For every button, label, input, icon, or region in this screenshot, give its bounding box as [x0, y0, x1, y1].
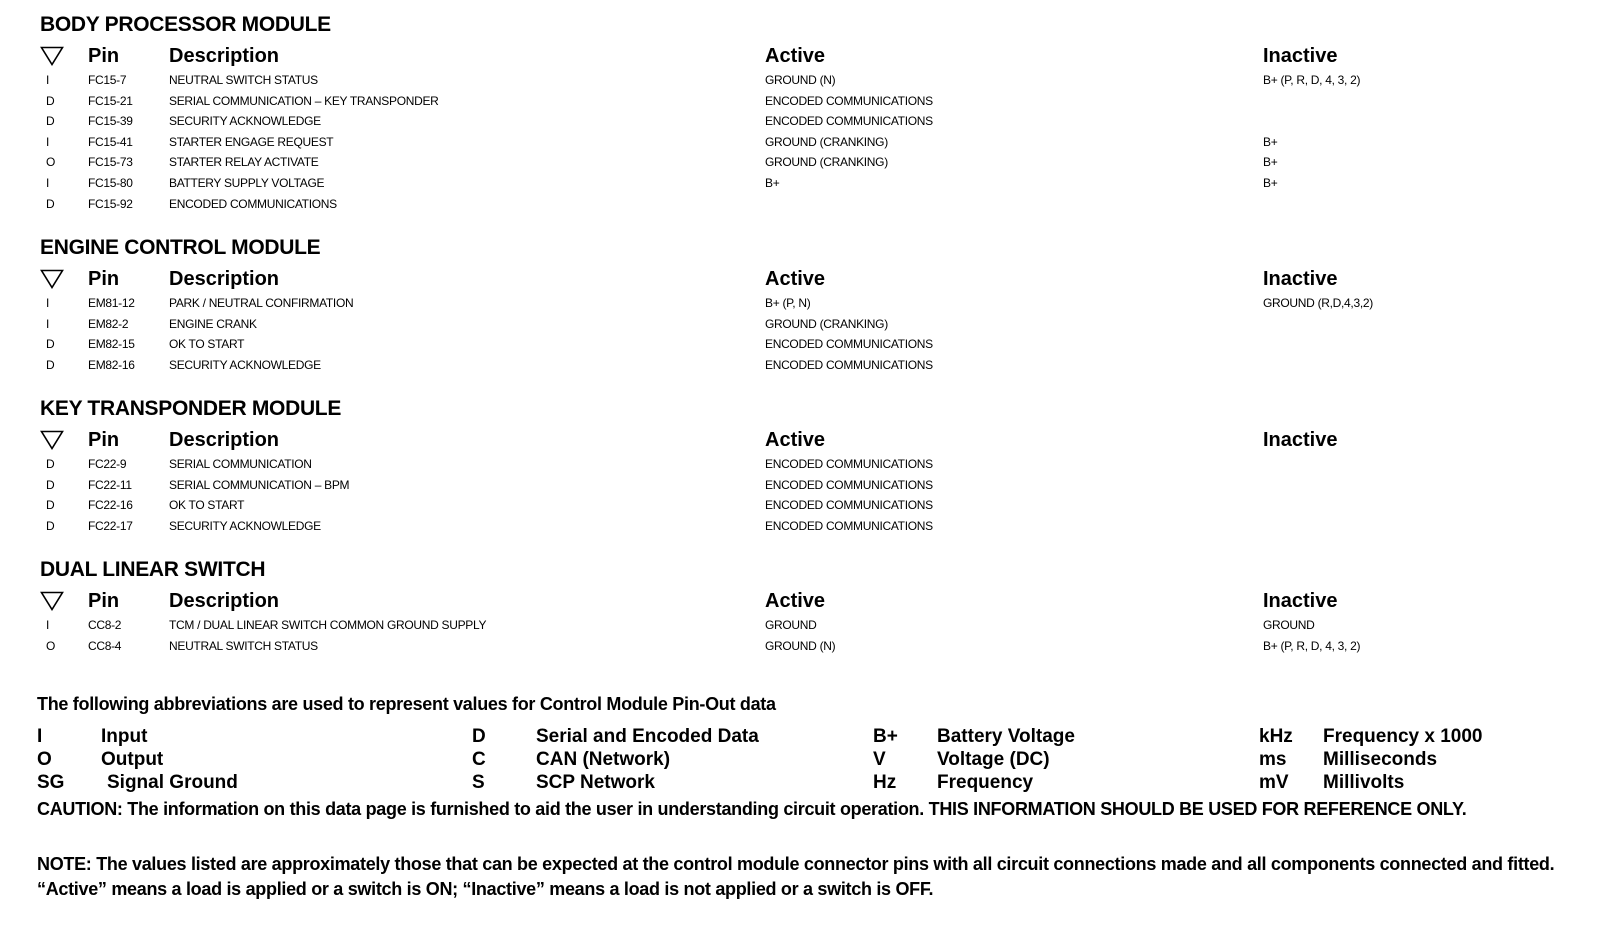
pin-type: D — [46, 477, 55, 492]
abbreviation-code: mV — [1259, 772, 1289, 793]
pin-description: STARTER ENGAGE REQUEST — [169, 134, 334, 149]
table-row — [38, 334, 1578, 355]
abbreviation-code: I — [37, 726, 43, 747]
note-text: NOTE: The values listed are approximately those that can be expected at the control module connector pins with all circuit connections made and all components connected and fitted. “Active” means a load is applied or a switch is ON; “Inactive” means a load is not applied or a switch is OFF. — [37, 854, 1555, 899]
active-value: GROUND (CRANKING) — [765, 134, 888, 149]
pin-type: D — [46, 357, 55, 372]
abbreviation-meaning: Frequency x 1000 — [1323, 726, 1483, 747]
active-value: B+ (P, N) — [765, 296, 811, 310]
inactive-value: B+ — [1263, 175, 1278, 190]
active-value: GROUND (N) — [765, 73, 836, 87]
pin-number: FC22-11 — [88, 477, 132, 492]
active-value: ENCODED COMMUNICATIONS — [765, 498, 933, 513]
abbreviation-item — [1259, 771, 1600, 794]
table-row — [38, 194, 1578, 215]
table-row — [38, 132, 1578, 153]
table-row — [38, 475, 1578, 496]
pin-number: EM82-16 — [88, 357, 135, 372]
pin-type: D — [46, 498, 55, 513]
pin-type: D — [46, 114, 55, 129]
abbreviation-meaning: Input — [101, 726, 148, 747]
pin-column-header: Pin — [88, 590, 120, 612]
inactive-column-header: Inactive — [1263, 590, 1338, 612]
description-column-header: Description — [169, 429, 280, 451]
inactive-value: GROUND — [1263, 618, 1315, 632]
module-section — [38, 557, 1578, 656]
table-row — [38, 70, 1578, 91]
table-header — [38, 265, 1578, 293]
inactive-value: B+ — [1263, 155, 1278, 170]
pin-description: SERIAL COMMUNICATION – BPM — [169, 477, 350, 492]
pin-number: EM82-2 — [88, 316, 129, 331]
active-value: ENCODED COMMUNICATIONS — [765, 357, 933, 372]
type-triangle-icon — [40, 269, 64, 289]
pin-number: FC15-80 — [88, 175, 133, 190]
pin-type: D — [46, 518, 55, 533]
section-title: DUAL LINEAR SWITCH — [40, 558, 266, 581]
abbreviation-item — [472, 748, 852, 771]
pin-number: EM81-12 — [88, 296, 135, 310]
abbreviation-item — [873, 725, 1253, 748]
pin-type: D — [46, 196, 55, 211]
table-header — [38, 587, 1578, 615]
module-section — [38, 235, 1578, 375]
table-row — [38, 152, 1578, 173]
abbreviation-code: kHz — [1259, 726, 1293, 747]
table-row — [38, 293, 1578, 314]
pin-type: O — [46, 638, 56, 653]
table-row — [38, 636, 1578, 657]
inactive-column-header: Inactive — [1263, 45, 1338, 67]
abbreviation-item — [1259, 725, 1600, 748]
abbreviation-meaning: Voltage (DC) — [937, 749, 1050, 770]
table-row — [38, 314, 1578, 335]
pin-column-header: Pin — [88, 45, 120, 67]
pin-column-header: Pin — [88, 268, 120, 290]
active-value: B+ — [765, 175, 780, 190]
abbreviation-meaning: Battery Voltage — [937, 726, 1075, 747]
pin-type: I — [46, 618, 50, 632]
type-triangle-icon — [40, 46, 64, 66]
table-row — [38, 111, 1578, 132]
pin-description: SERIAL COMMUNICATION — [169, 457, 312, 471]
pin-type: D — [46, 337, 55, 352]
abbreviation-meaning: Serial and Encoded Data — [536, 726, 759, 747]
abbreviation-code: B+ — [873, 726, 898, 747]
abbreviation-code: ms — [1259, 749, 1287, 770]
pin-number: CC8-4 — [88, 638, 122, 653]
pin-type: I — [46, 73, 50, 87]
abbreviation-meaning: Output — [101, 749, 164, 770]
caution-text: CAUTION: The information on this data page is furnished to aid the user in understanding circuit operation. THIS INFORMATION SHOULD BE USED FOR REFERENCE ONLY. — [37, 799, 1467, 819]
pin-description: NEUTRAL SWITCH STATUS — [169, 638, 318, 653]
module-section — [38, 12, 1578, 214]
pin-description: STARTER RELAY ACTIVATE — [169, 155, 319, 170]
pin-number: FC15-41 — [88, 134, 133, 149]
table-row — [38, 355, 1578, 376]
table-row — [38, 454, 1578, 475]
pin-number: FC15-92 — [88, 196, 133, 211]
pin-description: SECURITY ACKNOWLEDGE — [169, 357, 321, 372]
pin-number: FC22-17 — [88, 518, 133, 533]
active-column-header: Active — [765, 45, 826, 67]
abbreviation-code: C — [472, 749, 486, 770]
active-value: GROUND (CRANKING) — [765, 155, 888, 170]
section-title: BODY PROCESSOR MODULE — [40, 13, 331, 36]
pin-description: BATTERY SUPPLY VOLTAGE — [169, 175, 325, 190]
abbreviation-item — [37, 771, 417, 794]
pin-number: FC15-21 — [88, 93, 133, 108]
abbreviation-meaning: Frequency — [937, 772, 1034, 793]
active-value: ENCODED COMMUNICATIONS — [765, 114, 933, 129]
inactive-column-header: Inactive — [1263, 429, 1338, 451]
abbreviation-item — [873, 771, 1253, 794]
section-title: ENGINE CONTROL MODULE — [40, 236, 321, 259]
pin-description: SECURITY ACKNOWLEDGE — [169, 518, 321, 533]
pin-description: OK TO START — [169, 498, 245, 513]
table-row — [38, 516, 1578, 537]
pin-description: SERIAL COMMUNICATION – KEY TRANSPONDER — [169, 93, 439, 108]
pin-column-header: Pin — [88, 429, 120, 451]
pin-type: D — [46, 93, 55, 108]
active-value: GROUND (CRANKING) — [765, 316, 888, 331]
abbreviation-meaning: Millivolts — [1323, 772, 1405, 793]
abbreviation-code: O — [37, 749, 52, 770]
inactive-value: B+ — [1263, 134, 1278, 149]
table-row — [38, 495, 1578, 516]
abbreviation-meaning: Signal Ground — [107, 772, 238, 793]
pin-type: I — [46, 175, 50, 190]
table-row — [38, 173, 1578, 194]
active-value: ENCODED COMMUNICATIONS — [765, 93, 933, 108]
pin-type: I — [46, 134, 50, 149]
active-value: ENCODED COMMUNICATIONS — [765, 337, 933, 352]
table-header — [38, 42, 1578, 70]
abbreviation-code: D — [472, 726, 486, 747]
abbreviation-code: V — [873, 749, 886, 770]
active-column-header: Active — [765, 268, 826, 290]
pin-description: ENCODED COMMUNICATIONS — [169, 196, 337, 211]
pin-description: TCM / DUAL LINEAR SWITCH COMMON GROUND SUPPLY — [169, 618, 487, 632]
pin-description: PARK / NEUTRAL CONFIRMATION — [169, 296, 354, 310]
abbreviation-item — [873, 748, 1253, 771]
inactive-value: B+ (P, R, D, 4, 3, 2) — [1263, 638, 1361, 653]
active-value: GROUND (N) — [765, 638, 836, 653]
description-column-header: Description — [169, 590, 280, 612]
pin-description: OK TO START — [169, 337, 245, 352]
pin-number: CC8-2 — [88, 618, 122, 632]
description-column-header: Description — [169, 268, 280, 290]
abbreviation-meaning: Milliseconds — [1323, 749, 1438, 770]
abbreviation-item — [472, 725, 852, 748]
pin-description: ENGINE CRANK — [169, 316, 257, 331]
type-triangle-icon — [40, 591, 64, 611]
inactive-value: GROUND (R,D,4,3,2) — [1263, 296, 1373, 310]
pin-type: I — [46, 316, 50, 331]
table-row — [38, 615, 1578, 636]
active-value: ENCODED COMMUNICATIONS — [765, 457, 933, 471]
abbreviations-legend — [37, 725, 1577, 797]
inactive-value: B+ (P, R, D, 4, 3, 2) — [1263, 73, 1361, 87]
abbreviation-meaning: CAN (Network) — [536, 749, 671, 770]
description-column-header: Description — [169, 45, 280, 67]
pin-description: NEUTRAL SWITCH STATUS — [169, 73, 318, 87]
abbreviations-title: The following abbreviations are used to represent values for Control Module Pin-Out data — [37, 694, 776, 714]
active-column-header: Active — [765, 590, 826, 612]
type-triangle-icon — [40, 430, 64, 450]
active-value: ENCODED COMMUNICATIONS — [765, 518, 933, 533]
pin-number: FC22-16 — [88, 498, 133, 513]
abbreviation-item — [37, 725, 417, 748]
abbreviation-item — [472, 771, 852, 794]
pin-type: O — [46, 155, 56, 170]
module-section — [38, 396, 1578, 536]
pin-number: EM82-15 — [88, 337, 135, 352]
active-value: GROUND — [765, 618, 817, 632]
section-title: KEY TRANSPONDER MODULE — [40, 397, 342, 420]
active-value: ENCODED COMMUNICATIONS — [765, 477, 933, 492]
table-row — [38, 91, 1578, 112]
table-header — [38, 426, 1578, 454]
pin-type: D — [46, 457, 55, 471]
pin-type: I — [46, 296, 50, 310]
abbreviation-code: SG — [37, 772, 65, 793]
abbreviation-code: S — [472, 772, 485, 793]
abbreviation-meaning: SCP Network — [536, 772, 655, 793]
pin-number: FC22-9 — [88, 457, 127, 471]
abbreviation-item — [1259, 748, 1600, 771]
abbreviation-code: Hz — [873, 772, 897, 793]
pin-description: SECURITY ACKNOWLEDGE — [169, 114, 321, 129]
pin-number: FC15-7 — [88, 73, 127, 87]
pin-number: FC15-39 — [88, 114, 133, 129]
active-column-header: Active — [765, 429, 826, 451]
abbreviation-item — [37, 748, 417, 771]
pin-number: FC15-73 — [88, 155, 133, 170]
inactive-column-header: Inactive — [1263, 268, 1338, 290]
